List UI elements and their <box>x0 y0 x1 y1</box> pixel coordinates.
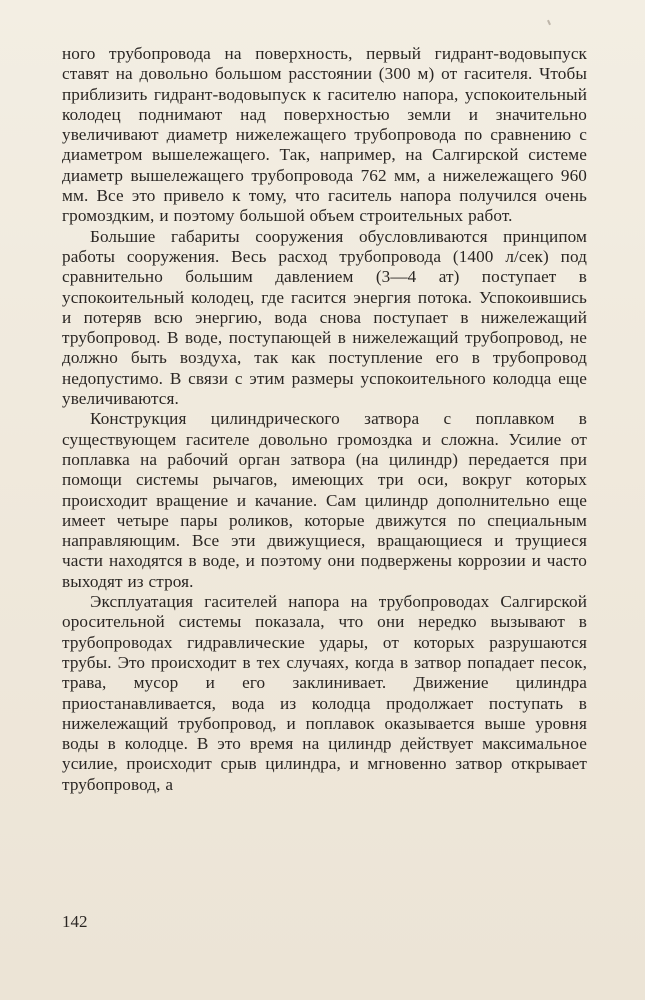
paragraph-2: Большие габариты сооружения обусловливаются принципом работы сооружения. Весь расход трубопровода (1400 л/сек) под сравнительно большим давлением (3—4 ат) поступает в успокоительный колодец, где гасится энергия потока. Успокоившись и потеряв всю энергию, вода снова поступает в нижележащий трубопровод. В воде, поступающей в нижележащий трубопровод, не должно быть воздуха, так как поступление его в трубопровод недопустимо. В связи с этим размеры успокоительного колодца еще увеличиваются. <box>62 226 587 409</box>
page-number: 142 <box>62 912 88 931</box>
paper-speck <box>547 20 551 25</box>
paragraph-1: ного трубопровода на поверхность, первый гидрант-водовыпуск ставят на довольно большом расстоянии (300 м) от гасителя. Чтобы приблизить гидрант-водовыпуск к гасителю напора, успокоительный колодец поднимают над поверхностью земли и значительно увеличивают диаметр нижележащего трубопровода по сравнению с диаметром вышележащего. Так, например, на Салгирской системе диаметр вышележащего трубопровода 762 мм, а нижележащего 960 мм. Все это привело к тому, что гаситель напора получился очень громоздким, и поэтому большой объем строительных работ. <box>62 44 587 226</box>
paragraph-4: Эксплуатация гасителей напора на трубопроводах Салгирской оросительной системы показала, что они нередко вызывают в трубопроводах гидравлические удары, от которых разрушаются трубы. Это происходит в тех случаях, когда в затвор попадает песок, трава, мусор и его заклинивает. Движение цилиндра приостанавливается, вода из колодца продолжает поступать в нижележащий трубопровод, и поплавок оказывается выше уровня воды в колодце. В это время на цилиндр действует максимальное усилие, происходит срыв цилиндра, и мгновенно затвор открывает трубопровод, а <box>62 592 587 794</box>
body-text <box>62 44 587 795</box>
paragraph-3: Конструкция цилиндрического затвора с поплавком в существующем гасителе довольно громоздка и сложна. Усилие от поплавка на рабочий орган затвора (на цилиндр) передается при помощи системы рычагов, имеющих три оси, вокруг которых происходит вращение и качание. Сам цилиндр дополнительно еще имеет четыре пары роликов, которые движутся по специальным направляющим. Все эти движущиеся, вращающиеся и трущиеся части находятся в воде, и поэтому они подвержены коррозии и часто выходят из строя. <box>62 409 587 591</box>
